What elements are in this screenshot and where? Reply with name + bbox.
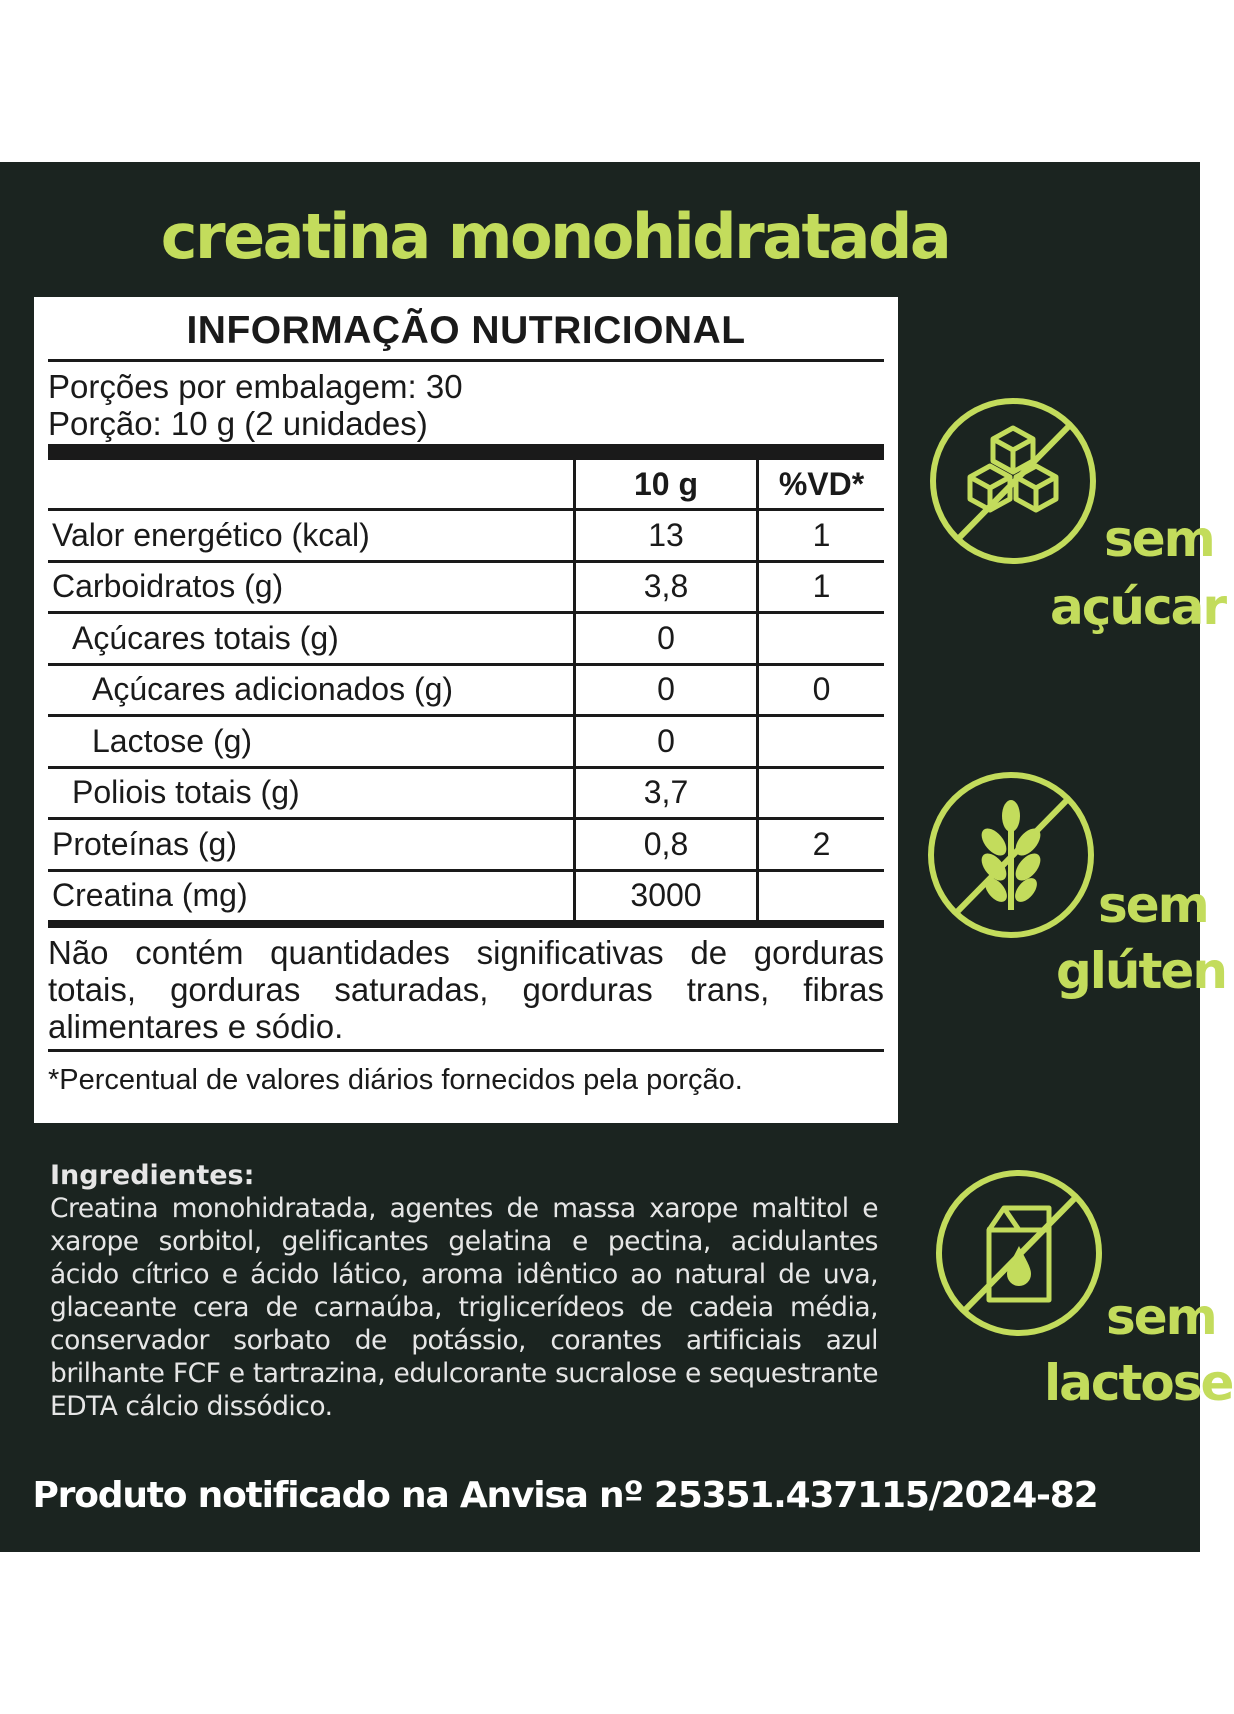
portion-info	[48, 362, 884, 444]
nutrient-amount: 0	[575, 716, 758, 768]
badge-line2: lactose	[1044, 1354, 1233, 1412]
nutrient-name: Açúcares adicionados (g)	[48, 664, 575, 716]
nutrient-name: Poliois totais (g)	[48, 767, 575, 819]
nutrition-table	[48, 460, 884, 920]
product-title: creatina monohidratada	[160, 200, 950, 273]
nutrient-dv	[758, 716, 885, 768]
nutrition-title: INFORMAÇÃO NUTRICIONAL	[48, 297, 884, 362]
product-panel	[0, 162, 1233, 1552]
badge-line2: açúcar	[1050, 578, 1226, 636]
mid-divider	[48, 920, 884, 928]
nutrient-dv: 1	[758, 561, 885, 613]
nutrient-name: Proteínas (g)	[48, 819, 575, 871]
badge-gluten-free	[926, 770, 1226, 1030]
wheat-icon	[926, 770, 1096, 940]
nutrient-dv	[758, 767, 885, 819]
badge-line1: sem	[1106, 1288, 1216, 1346]
nutrient-amount: 3,8	[575, 561, 758, 613]
nutrient-dv	[758, 613, 885, 665]
nutrition-label	[34, 297, 898, 1123]
table-row	[48, 716, 884, 768]
milk-carton-icon	[934, 1168, 1104, 1338]
nutrient-dv: 2	[758, 819, 885, 871]
header-nutrient	[48, 460, 575, 510]
nutrient-amount: 3,7	[575, 767, 758, 819]
nutrient-dv: 0	[758, 664, 885, 716]
header-amount: 10 g	[575, 460, 758, 510]
nutrient-name: Creatina (mg)	[52, 877, 248, 914]
ingredients-text: Creatina monohidratada, agentes de massa xarope maltitol e xarope sorbitol, gelificantes gelatina e pectina, acidulantes ácido cítrico e ácido lático, aroma idêntico ao natural de uva, glaceante cera de carnaúba, triglicerídeos de cadeia média, conservador sorbato de potássio, corantes artificiais azul brilhante FCF e tartrazina, edulcorante sucralose e sequestrante EDTA cálcio dissódico.	[50, 1193, 878, 1422]
table-header	[48, 460, 884, 510]
nutrient-amount: 0	[575, 613, 758, 665]
table-row	[48, 561, 884, 613]
badge-line1: sem	[1104, 510, 1214, 568]
badge-lactose-free	[934, 1168, 1234, 1428]
nutrient-name: Valor energético (kcal)	[48, 510, 575, 562]
nutrient-amount: 0,8	[575, 819, 758, 871]
nutrient-name: Açúcares totais (g)	[48, 613, 575, 665]
serving-size: Porção: 10 g (2 unidades)	[48, 405, 428, 442]
ingredients-block	[50, 1159, 878, 1423]
dv-footnote: *Percentual de valores diários fornecidos pela porção.	[48, 1064, 743, 1096]
nutrient-dv	[758, 870, 885, 920]
table-row	[48, 613, 884, 665]
header-dv: %VD*	[758, 460, 885, 510]
nutrition-note: Não contém quantidades significativas de gorduras totais, gorduras saturadas, gorduras trans, fibras alimentares e sódio.	[48, 928, 884, 1052]
nutrient-amount: 3000	[575, 870, 758, 920]
badge-line1: sem	[1098, 876, 1208, 934]
nutrient-amount: 0	[575, 664, 758, 716]
nutrient-name: Carboidratos (g)	[48, 561, 575, 613]
table-row	[48, 664, 884, 716]
table-row	[48, 819, 884, 871]
nutrient-amount: 13	[575, 510, 758, 562]
badge-line2: glúten	[1056, 942, 1226, 1000]
thick-divider	[48, 444, 884, 460]
sugar-cubes-icon	[928, 396, 1098, 566]
nutrient-name: Lactose (g)	[48, 716, 575, 768]
anvisa-notice: Produto notificado na Anvisa nº 25351.437115/2024-82	[32, 1475, 1098, 1516]
ingredients-title: Ingredientes:	[50, 1160, 255, 1191]
badge-sugar-free	[928, 396, 1228, 656]
nutrient-dv: 1	[758, 510, 885, 562]
table-row	[48, 767, 884, 819]
table-row	[48, 510, 884, 562]
servings-per-package: Porções por embalagem: 30	[48, 368, 463, 405]
table-row	[48, 870, 884, 920]
